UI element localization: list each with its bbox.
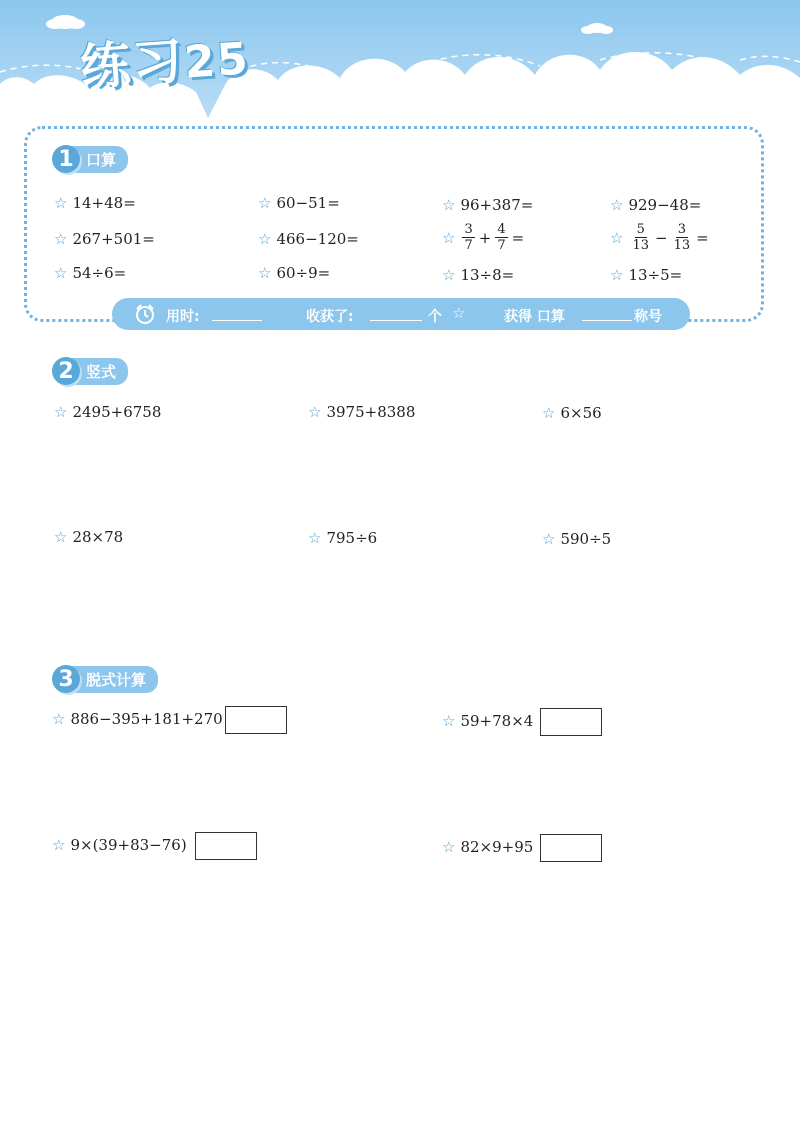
stepwise-item xyxy=(442,712,533,730)
oral-item xyxy=(442,196,533,214)
star-outline-icon: ☆ xyxy=(54,230,68,248)
star-outline-icon: ☆ xyxy=(442,712,456,730)
star-outline-icon: ☆ xyxy=(610,196,624,214)
star-outline-icon: ☆ xyxy=(610,266,624,284)
oral-expression: 13÷8= xyxy=(460,266,515,284)
vertical-item xyxy=(542,404,602,422)
header-banner xyxy=(0,0,800,130)
section-title: 竖式 xyxy=(66,358,128,385)
oral-item xyxy=(54,264,126,282)
oral-expression: 14+48= xyxy=(72,194,136,212)
star-outline-icon: ☆ xyxy=(52,836,66,854)
vertical-expression: 3975+8388 xyxy=(326,403,416,421)
star-outline-icon: ☆ xyxy=(610,228,624,247)
star-outline-icon: ☆ xyxy=(258,264,272,282)
vertical-item xyxy=(308,403,415,421)
operator: − xyxy=(655,228,668,247)
section-number-badge: 1 xyxy=(52,145,80,173)
oral-expression: 466−120= xyxy=(276,230,359,248)
unit-label: 个 xyxy=(428,309,442,325)
star-outline-icon: ☆ xyxy=(452,304,466,322)
answer-box[interactable] xyxy=(540,708,602,736)
numerator: 3 xyxy=(464,222,473,237)
title-text: 练习 xyxy=(78,31,187,97)
oral-expression: 54÷6= xyxy=(72,264,127,282)
denominator: 13 xyxy=(632,238,649,253)
stepwise-item xyxy=(442,838,533,856)
title-blank[interactable] xyxy=(582,320,632,321)
answer-box[interactable] xyxy=(225,706,287,734)
operator: + xyxy=(478,228,492,247)
oral-item xyxy=(258,230,359,248)
harvest-label: 收获了: xyxy=(306,309,354,325)
vertical-expression: 6×56 xyxy=(560,404,602,422)
star-outline-icon: ☆ xyxy=(54,194,68,212)
vertical-item xyxy=(308,529,377,547)
section-oral-label xyxy=(52,146,128,172)
equals-sign: = xyxy=(696,228,709,247)
earn-label: 获得 口算 xyxy=(504,309,565,325)
oral-expression: 267+501= xyxy=(72,230,155,248)
stepwise-item xyxy=(52,710,223,728)
stepwise-item xyxy=(52,836,187,854)
oral-item xyxy=(610,266,682,284)
equals-sign: = xyxy=(511,228,525,247)
oral-item xyxy=(258,194,340,212)
stepwise-expression: 82×9+95 xyxy=(460,838,534,856)
stepwise-expression: 59+78×4 xyxy=(460,712,534,730)
star-outline-icon: ☆ xyxy=(542,404,556,422)
answer-box[interactable] xyxy=(195,832,257,860)
vertical-expression: 590÷5 xyxy=(560,530,612,548)
section-number-badge: 2 xyxy=(52,357,80,385)
section-title: 口算 xyxy=(66,146,128,173)
stepwise-expression: 886−395+181+270 xyxy=(70,710,223,728)
exercise-title xyxy=(78,16,252,100)
star-outline-icon: ☆ xyxy=(52,710,66,728)
denominator: 7 xyxy=(464,238,473,253)
numerator: 3 xyxy=(677,222,686,237)
title-number: 25 xyxy=(182,33,252,89)
oral-item xyxy=(54,230,155,248)
fraction xyxy=(672,222,693,253)
numerator: 4 xyxy=(497,222,506,237)
section-number-badge: 3 xyxy=(52,665,80,693)
oral-item xyxy=(442,266,514,284)
star-outline-icon: ☆ xyxy=(442,266,456,284)
fraction xyxy=(495,222,507,253)
star-outline-icon: ☆ xyxy=(442,196,456,214)
oral-expression: 96+387= xyxy=(460,196,534,214)
time-blank[interactable] xyxy=(212,320,262,321)
section-vertical-label xyxy=(52,358,128,384)
oral-item xyxy=(610,196,701,214)
oral-item-fraction xyxy=(610,222,711,253)
star-outline-icon: ☆ xyxy=(258,230,272,248)
oral-expression: 60÷9= xyxy=(276,264,331,282)
oral-item-fraction xyxy=(442,222,526,253)
star-outline-icon: ☆ xyxy=(442,838,456,856)
star-outline-icon: ☆ xyxy=(442,228,456,247)
oral-expression: 13÷5= xyxy=(628,266,683,284)
vertical-expression: 2495+6758 xyxy=(72,403,162,421)
section-title: 脱式计算 xyxy=(66,666,158,693)
vertical-item xyxy=(54,528,123,546)
vertical-expression: 795÷6 xyxy=(326,529,378,547)
harvest-blank[interactable] xyxy=(370,320,422,321)
star-outline-icon: ☆ xyxy=(308,529,322,547)
star-outline-icon: ☆ xyxy=(54,528,68,546)
oral-item xyxy=(258,264,330,282)
oral-item xyxy=(54,194,136,212)
stepwise-expression: 9×(39+83−76) xyxy=(70,836,187,854)
answer-box[interactable] xyxy=(540,834,602,862)
score-status-bar xyxy=(112,298,690,330)
denominator: 7 xyxy=(497,238,506,253)
fraction xyxy=(462,222,474,253)
alarm-clock-icon xyxy=(134,303,156,325)
title-suffix-label: 称号 xyxy=(634,309,662,325)
vertical-item xyxy=(54,403,161,421)
fraction xyxy=(630,222,651,253)
numerator: 5 xyxy=(636,222,645,237)
oral-expression: 60−51= xyxy=(276,194,340,212)
star-outline-icon: ☆ xyxy=(54,264,68,282)
vertical-item xyxy=(542,530,611,548)
section-stepwise-label xyxy=(52,666,158,692)
vertical-expression: 28×78 xyxy=(72,528,124,546)
star-outline-icon: ☆ xyxy=(308,403,322,421)
oral-expression: 929−48= xyxy=(628,196,702,214)
time-label: 用时: xyxy=(166,309,200,325)
star-outline-icon: ☆ xyxy=(542,530,556,548)
denominator: 13 xyxy=(673,238,691,253)
star-outline-icon: ☆ xyxy=(258,194,272,212)
star-outline-icon: ☆ xyxy=(54,403,68,421)
